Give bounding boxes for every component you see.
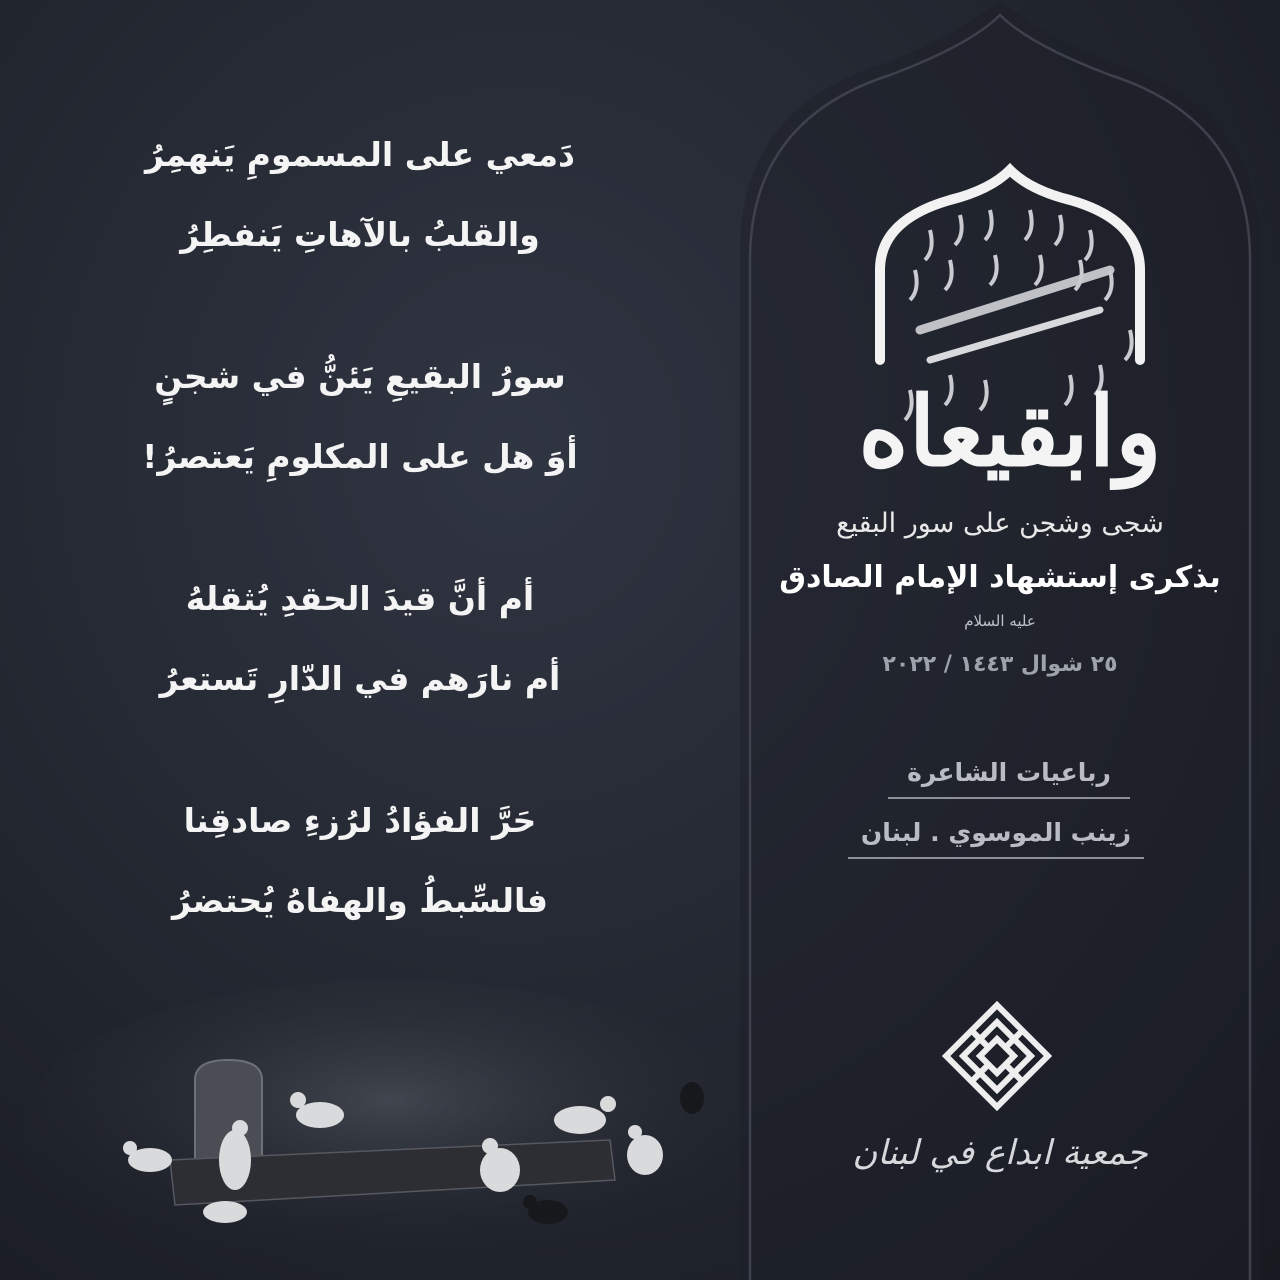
- poet-credit-line2: زينب الموسوي . لبنان: [848, 818, 1144, 859]
- stanza-4: [90, 781, 630, 941]
- verse: أم أنَّ قيدَ الحقدِ يُثقلهُ: [185, 579, 535, 618]
- poem: [90, 115, 630, 1003]
- dove-icon: [203, 1201, 247, 1223]
- ground-glow: [20, 980, 760, 1280]
- verse: حَرَّ الفؤادُ لرُزءِ صادقِنا: [183, 801, 537, 840]
- dove-head-icon: [628, 1125, 642, 1139]
- baqi-scene-illustration: [0, 980, 760, 1280]
- dark-pigeon-icon: [680, 1082, 704, 1114]
- dove-head-icon: [482, 1138, 498, 1154]
- organization-name: جمعية ابداع في لبنان: [852, 1133, 1148, 1173]
- stanza-2: [90, 337, 630, 497]
- verse: سورُ البقيعِ يَئنُّ في شجنٍ: [154, 357, 566, 396]
- title-text: وابقيعاه: [858, 375, 1162, 488]
- occasion-title: بذكرى إستشهاد الإمام الصادق: [779, 560, 1221, 595]
- verse: والقلبُ بالآهاتِ يَنفطِرُ: [180, 215, 540, 254]
- dove-icon: [480, 1148, 520, 1192]
- dark-pigeon-head-icon: [523, 1195, 537, 1209]
- date: ٢٥ شوال ١٤٤٣ / ٢٠٢٢: [882, 652, 1118, 677]
- verse: فالسِّبطُ والهفاهُ يُحتضرُ: [171, 881, 549, 920]
- dove-icon: [627, 1135, 663, 1175]
- dove-head-icon: [290, 1092, 306, 1108]
- dove-icon: [219, 1130, 251, 1190]
- poet-credit-line1: رباعيات الشاعرة: [888, 758, 1130, 799]
- dove-head-icon: [600, 1096, 616, 1112]
- subtitle: شجى وشجن على سور البقيع: [836, 508, 1164, 539]
- verse: دَمعي على المسمومِ يَنهمِرُ: [145, 135, 575, 174]
- dove-head-icon: [232, 1120, 248, 1136]
- title-calligraphy: [800, 160, 1220, 520]
- verse: أوَ هل على المكلومِ يَعتصرُ!: [142, 437, 578, 476]
- verse: أم نارَهم في الدّارِ تَستعرُ: [159, 659, 561, 698]
- honorific: عليه السلام: [964, 612, 1036, 630]
- dove-icon: [554, 1106, 606, 1134]
- kufic-emblem-icon: [941, 1000, 1053, 1112]
- dove-head-icon: [123, 1141, 137, 1155]
- stanza-1: [90, 115, 630, 275]
- stanza-3: [90, 559, 630, 719]
